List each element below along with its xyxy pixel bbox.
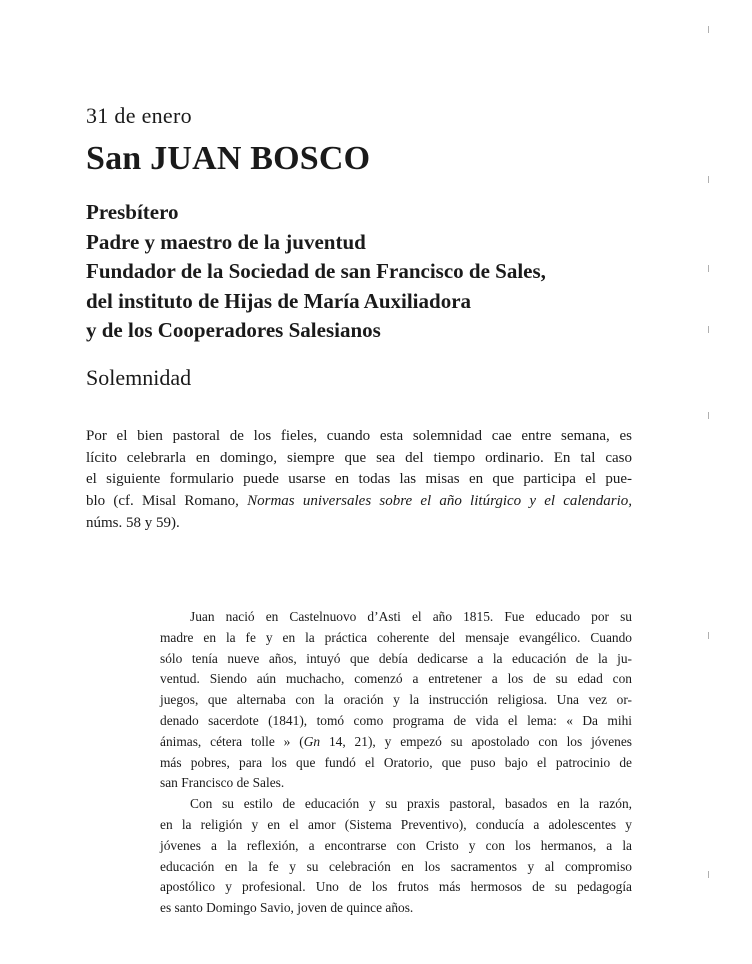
bible-book-abbrev: Gn [303, 733, 321, 749]
bio-line: sólo tenía nueve años, intuyó que debía dedicarse a la educación de la ju- [160, 650, 632, 666]
bio-line: Juan nació en Castelnuovo d’Asti el año 1815. Fue educado por su [190, 609, 632, 624]
rubric-line-text: blo (cf. Misal Romano, [86, 493, 248, 510]
subtitle-line: y de los Cooperadores Salesianos [86, 318, 381, 342]
scan-mark [708, 632, 709, 639]
bio-line-text: ánimas, cétera tolle » ( [160, 733, 304, 749]
subtitle-line: Padre y maestro de la juventud [86, 229, 366, 254]
bio-line: Con su estilo de educación y su praxis pastoral, basados en la razón, [190, 796, 632, 812]
rubric-line [86, 491, 632, 513]
biography-text [160, 607, 632, 919]
bio-line: es santo Domingo Savio, joven de quince años. [160, 900, 414, 916]
bio-line: madre en la fe y en la práctica coherente del mensaje evangélico. Cuando [160, 629, 632, 645]
bio-line: ventud. Siendo aún muchacho, comenzó a entretener a los de su edad con [160, 671, 632, 687]
subtitle-list [86, 198, 546, 346]
rubric-line: núms. 58 y 59). [86, 514, 180, 531]
subtitle-line: del instituto de Hijas de María Auxiliadora [86, 288, 472, 313]
rubric-line: lícito celebrarla en domingo, siempre que sea del tiempo ordinario. En tal caso [86, 449, 632, 466]
rubric-paragraph [86, 426, 632, 535]
bio-line-text: 14, 21), y empezó su apostolado con los jóvenes [320, 733, 632, 749]
rubric-line: Por el bien pastoral de los fieles, cuando esta solemnidad cae entre semana, es [86, 428, 632, 444]
bio-line [160, 732, 632, 753]
scan-mark [708, 412, 709, 419]
bio-line: apostólico y profesional. Uno de los frutos más hermosos de su pedagogía [160, 879, 632, 895]
subtitle-line: Fundador de la Sociedad de san Francisco de Sales, [86, 259, 546, 283]
bio-line: en la religión y en el amor (Sistema Preventivo), conducía a adolescentes y [160, 816, 632, 832]
bio-line: denado sacerdote (1841), tomó como programa de vida el lema: « Da mihi [160, 712, 632, 728]
scan-mark [708, 26, 709, 33]
date-heading: 31 de enero [86, 103, 192, 128]
page-title: San JUAN BOSCO [86, 140, 371, 177]
rubric-line: el siguiente formulario puede usarse en todas las misas en que participa el pue- [86, 471, 632, 488]
scan-mark [708, 326, 709, 333]
bio-line: más pobres, para los que fundó el Oratorio, que puso bajo el patrocinio de [160, 754, 632, 770]
subtitle-line: Presbítero [86, 200, 179, 224]
scan-mark [708, 176, 709, 183]
bio-line: san Francisco de Sales. [160, 775, 285, 791]
scan-mark [708, 265, 709, 272]
scan-mark [708, 871, 709, 878]
bio-line: jóvenes a la reflexión, a encontrarse con Cristo y con los hermanos, a la [160, 837, 632, 853]
bio-line: juegos, que alternaba con la oración y la instrucción religiosa. Una vez or- [160, 692, 632, 708]
bio-line: educación en la fe y su celebración en los sacramentos y al compromiso [160, 858, 632, 874]
rank-heading: Solemnidad [86, 365, 192, 390]
rubric-citation-title: Normas universales sobre el año litúrgico y el calendario, [247, 493, 632, 510]
